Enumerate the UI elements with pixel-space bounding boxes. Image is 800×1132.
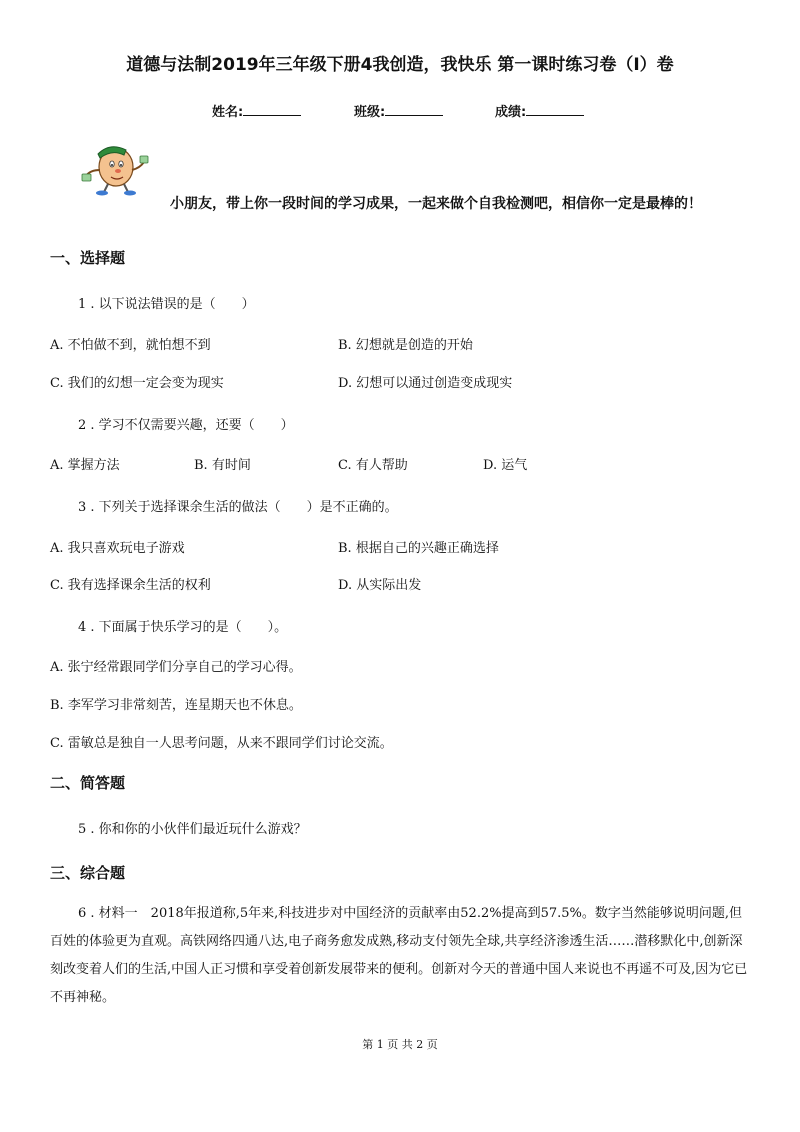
cartoon-mascot-icon [80, 140, 150, 196]
question-6-material [50, 900, 755, 1012]
question-5-stem: 5 . 你和你的小伙伴们最近玩什么游戏？ [78, 822, 307, 837]
question-4-stem: 4 . 下面属于快乐学习的是（ ）。 [78, 620, 288, 635]
score-field [495, 101, 584, 120]
question-3-option-a: A. 我只喜欢玩电子游戏 [50, 541, 185, 556]
page-title: 道德与法制2019年三年级下册4我创造，我快乐 第一课时练习卷（I）卷 [126, 55, 674, 75]
score-label: 成绩: [495, 105, 527, 120]
class-blank [385, 102, 443, 116]
class-field [354, 101, 443, 120]
section-heading-short-answer: 二、简答题 [50, 774, 126, 792]
section-heading-comprehensive: 三、综合题 [50, 864, 126, 882]
question-2-option-d: D. 运气 [483, 458, 528, 473]
question-1-option-d: D. 幻想可以通过创造变成现实 [338, 376, 513, 391]
question-2-stem: 2 . 学习不仅需要兴趣，还要（ ） [78, 418, 294, 433]
question-1-stem: 1 . 以下说法错误的是（ ） [78, 297, 255, 312]
encouragement-text: 小朋友，带上你一段时间的学习成果，一起来做个自我检测吧，相信你一定是最棒的！ [170, 196, 702, 212]
page-footer: 第 1 页 共 2 页 [362, 1038, 438, 1051]
question-6-text: 6 . 材料一 2018年报道称,5年来,科技进步对中国经济的贡献率由52.2%提高到57.5%。数字当然能够说明问题,但百姓的体验更为直观。高铁网络四通八达,电子商务愈发成熟,移动支付领先全球,共享经济渗透生活……潜移默化中,创新深刻改变着人们的生活,中国人正习惯和享受着创新发展带来的便利。创新对今天的普通中国人来说也不再遥不可及,因为它已不再神秘。 [50, 906, 748, 1005]
question-4-option-b: B. 李军学习非常刻苦，连星期天也不休息。 [50, 698, 302, 713]
name-field [212, 101, 301, 120]
class-label: 班级: [354, 105, 386, 120]
question-2-option-a: A. 掌握方法 [50, 458, 120, 473]
section-heading-choice: 一、选择题 [50, 249, 126, 267]
question-3-stem: 3 . 下列关于选择课余生活的做法（ ）是不正确的。 [78, 500, 398, 515]
name-label: 姓名: [212, 105, 244, 120]
question-2-option-c: C. 有人帮助 [338, 458, 408, 473]
question-1-option-a: A. 不怕做不到，就怕想不到 [50, 338, 211, 353]
question-1-option-c: C. 我们的幻想一定会变为现实 [50, 376, 224, 391]
question-3-option-d: D. 从实际出发 [338, 578, 422, 593]
question-3-option-b: B. 根据自己的兴趣正确选择 [338, 541, 499, 556]
name-blank [243, 102, 301, 116]
score-blank [526, 102, 584, 116]
question-4-option-a: A. 张宁经常跟同学们分享自己的学习心得。 [50, 660, 302, 675]
question-2-option-b: B. 有时间 [194, 458, 251, 473]
question-1-option-b: B. 幻想就是创造的开始 [338, 338, 473, 353]
question-4-option-c: C. 雷敏总是独自一人思考问题，从来不跟同学们讨论交流。 [50, 736, 393, 751]
question-3-option-c: C. 我有选择课余生活的权利 [50, 578, 211, 593]
